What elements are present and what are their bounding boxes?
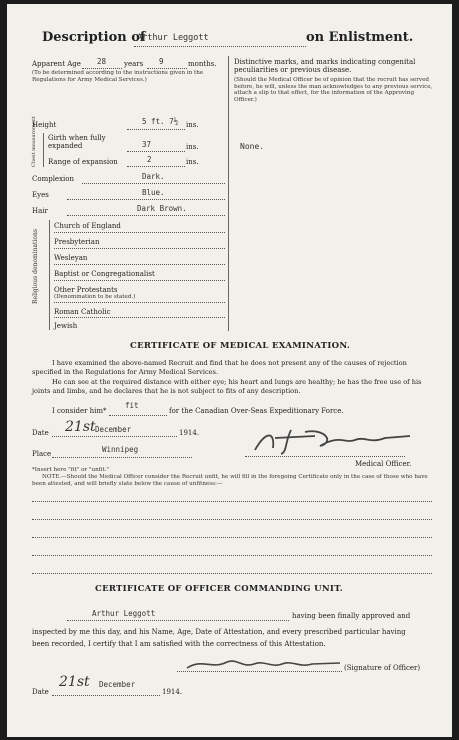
for-label: for the Canadian Over-Seas Expeditionary Force.: [169, 407, 344, 415]
height-unit: ins.: [186, 121, 199, 129]
attestation-paper: [7, 4, 452, 737]
marks-note: (Should the Medical Officer be of opinion that the recruit has served before, he will, unless the man acknowledges to any previous service, attach a slip to that effect, for the information of the Approving Officer.): [234, 77, 433, 103]
signature-label: (Signature of Officer): [344, 664, 421, 672]
commanding-date-label: Date: [32, 688, 49, 696]
religion-roman-catholic: Roman Catholic: [54, 308, 111, 316]
range-unit: ins.: [186, 158, 199, 166]
marks-value: None.: [240, 142, 265, 151]
medical-officer-label: Medical Officer.: [355, 460, 412, 468]
commanding-date-day: 21st: [59, 674, 90, 690]
complexion-label: Complexion: [32, 175, 74, 183]
fit-value: fit: [125, 401, 139, 410]
medical-date-label: Date: [32, 429, 49, 437]
place-label: Place: [32, 450, 52, 458]
medical-date-month: December: [95, 425, 132, 434]
commanding-heading: CERTIFICATE OF OFFICER COMMANDING UNIT.: [95, 584, 343, 594]
medical-officer-signature: [245, 422, 425, 458]
age-months: 9: [159, 57, 164, 66]
height-value: 5 ft. 7½: [142, 117, 179, 126]
commanding-date-year: 1914.: [162, 688, 183, 696]
religion-jewish: Jewish: [54, 322, 78, 330]
commanding-name: Arthur Leggott: [92, 609, 156, 618]
height-label: Height: [32, 121, 57, 129]
religion-other-protestants: Other Protestants: [54, 286, 118, 294]
title-left: Description of: [42, 30, 146, 45]
religion-other-note: (Denomination to be stated.): [54, 294, 136, 300]
range-label: Range of expansion: [48, 158, 118, 166]
religion-wesleyan: Wesleyan: [54, 254, 88, 262]
months-label: months.: [188, 60, 217, 68]
eyes-value: Blue.: [142, 188, 165, 197]
medical-para-2: He can see at the required distance with either eye; his heart and lungs are healthy; he has the free use of his joints and limbs, and he declares that he is not subject to fits of any description.: [32, 378, 422, 395]
commanding-officer-signature: [182, 654, 347, 676]
age-note: (To be determined according to the instructions given in the Regulations for Army Medical Services.): [32, 70, 204, 83]
religion-presbyterian: Presbyterian: [54, 238, 100, 246]
medical-heading: CERTIFICATE OF MEDICAL EXAMINATION.: [130, 341, 351, 351]
girth-value: 37: [142, 140, 152, 149]
religion-baptist: Baptist or Congregationalist: [54, 270, 155, 278]
age-years: 28: [97, 57, 107, 66]
recruit-name: Arthur Leggott: [137, 33, 209, 43]
hair-value: Dark Brown.: [137, 204, 187, 213]
unfit-note: NOTE.—Should the Medical Officer consider the Recruit unfit, he will fill in the foregoing Certificate only in the case of those who have been attested, and will briefly state below the cause of unfitness:—: [32, 474, 428, 487]
range-value: 2: [147, 155, 152, 164]
commanding-line-3: been recorded, I certify that I am satisfied with the correctness of this Attestation.: [32, 640, 326, 648]
insert-note: *Insert here "fit" or "unfit.": [32, 467, 109, 473]
marks-heading: Distinctive marks, and marks indicating congenital peculiarities or previous disease.: [234, 58, 416, 74]
place-value: Winnipeg: [102, 445, 139, 454]
girth-unit: ins.: [186, 143, 199, 151]
age-label: Apparent Age: [32, 60, 81, 68]
eyes-label: Eyes: [32, 191, 49, 199]
girth-label: Girth when fully expanded: [48, 134, 106, 150]
religion-label: Religious denominations: [32, 229, 39, 304]
chest-label: Chest measurement: [31, 116, 37, 167]
commanding-date-month: December: [99, 680, 136, 689]
consider-label: I consider him*: [52, 407, 107, 415]
medical-para-1: I have examined the above-named Recruit and find that he does not present any of the causes of rejection specified in the Regulations for Army Medical Services.: [32, 359, 407, 376]
religion-church-of-england: Church of England: [54, 222, 121, 230]
years-label: years: [124, 60, 144, 68]
commanding-line-1: having been finally approved and: [292, 612, 411, 620]
hair-label: Hair: [32, 207, 48, 215]
title-right: on Enlistment.: [306, 30, 414, 45]
commanding-line-2: inspected by me this day, and his Name, Age, Date of Attestation, and every prescribed particular having: [32, 628, 406, 636]
medical-date-day: 21st: [65, 419, 96, 435]
complexion-value: Dark.: [142, 172, 165, 181]
medical-date-year: 1914.: [179, 429, 200, 437]
